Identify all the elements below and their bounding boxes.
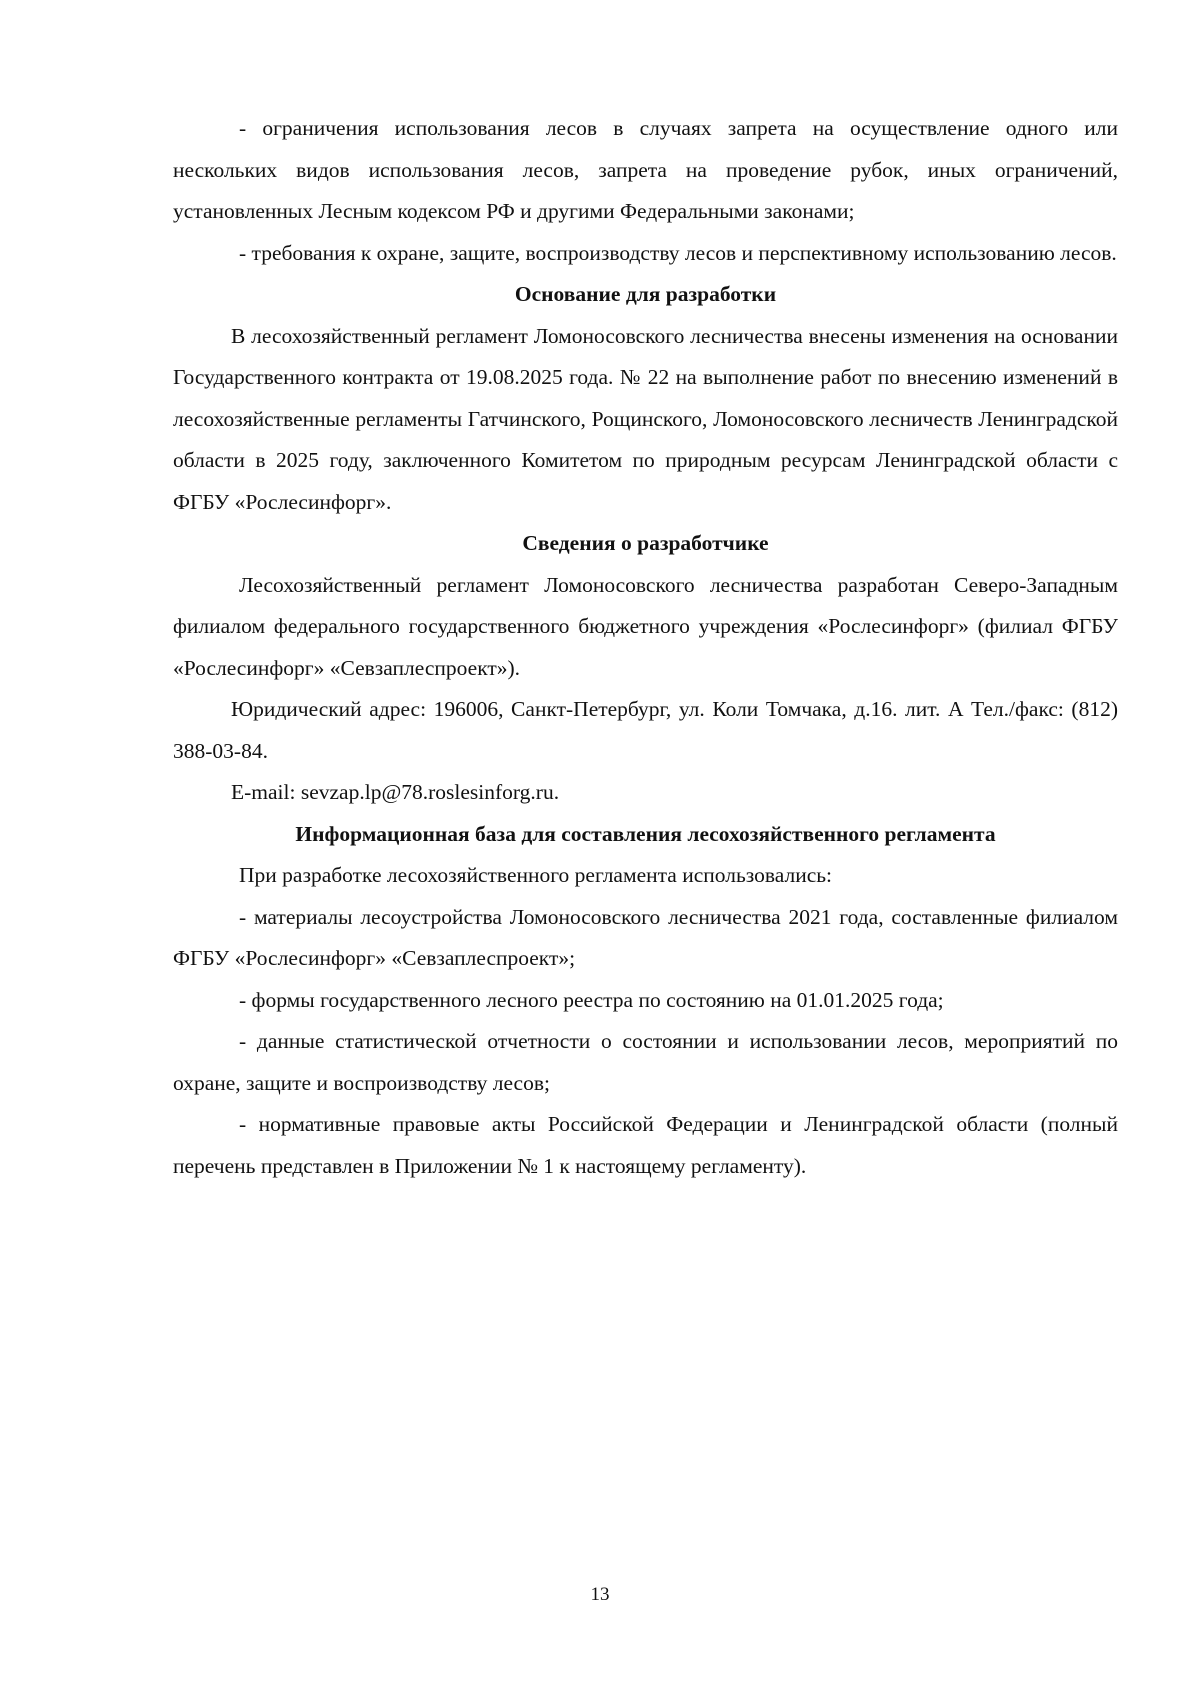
address-paragraph: Юридический адрес: 196006, Санкт-Петербург, ул. Коли Томчака, д.16. лит. А Тел./факс: (812) 388-03-84. <box>173 697 1118 763</box>
page-number: 13 <box>590 1584 610 1605</box>
requirements-paragraph: - требования к охране, защите, воспроизводству лесов и перспективному использованию лесов. <box>239 240 1117 265</box>
basis-paragraph: В лесохозяйственный регламент Ломоносовского лесничества внесены изменения на основании Государственного контракта от 19.08.2025 года. № 22 на выполнение работ по внесению изменений в лесохозяйственные регламенты Гатчинского, Рощинского, Ломоносовского лесничеств Ленинградской области в 2025 году, заключенного Комитетом по природным ресурсам Ленинградской области с ФГБУ «Рослесинфорг». <box>173 323 1118 514</box>
basis-heading: Основание для разработки <box>514 282 777 306</box>
info-base-item: - материалы лесоустройства Ломоносовского лесничества 2021 года, составленные филиалом ФГБУ «Рослесинфорг» «Севзаплеспроект»; <box>173 904 1118 970</box>
info-base-item: - данные статистической отчетности о состоянии и использовании лесов, мероприятий по охране, защите и воспроизводству лесов; <box>173 1029 1118 1095</box>
info-base-heading: Информационная база для составления лесохозяйственного регламента <box>295 821 996 846</box>
email-paragraph: E-mail: sevzap.lp@78.roslesinforg.ru. <box>231 780 560 804</box>
info-base-intro: При разработке лесохозяйственного регламента использовались: <box>239 863 833 887</box>
document-page <box>173 108 1118 1187</box>
developer-paragraph: Лесохозяйственный регламент Ломоносовского лесничества разработан Северо-Западным филиалом федерального государственного бюджетного учреждения «Рослесинфорг» (филиал ФГБУ «Рослесинфорг» «Севзаплеспроект»). <box>173 572 1118 680</box>
info-base-item: - нормативные правовые акты Российской Федерации и Ленинградской области (полный перечень представлен в Приложении № 1 к настоящему регламенту). <box>173 1112 1118 1178</box>
info-base-item: - формы государственного лесного реестра по состоянию на 01.01.2025 года; <box>239 987 944 1012</box>
developer-heading: Сведения о разработчике <box>522 531 769 555</box>
restrictions-paragraph: - ограничения использования лесов в случаях запрета на осуществление одного или нескольких видов использования лесов, запрета на проведение рубок, иных ограничений, установленных Лесным кодексом РФ и другими Федеральными законами; <box>173 116 1118 223</box>
